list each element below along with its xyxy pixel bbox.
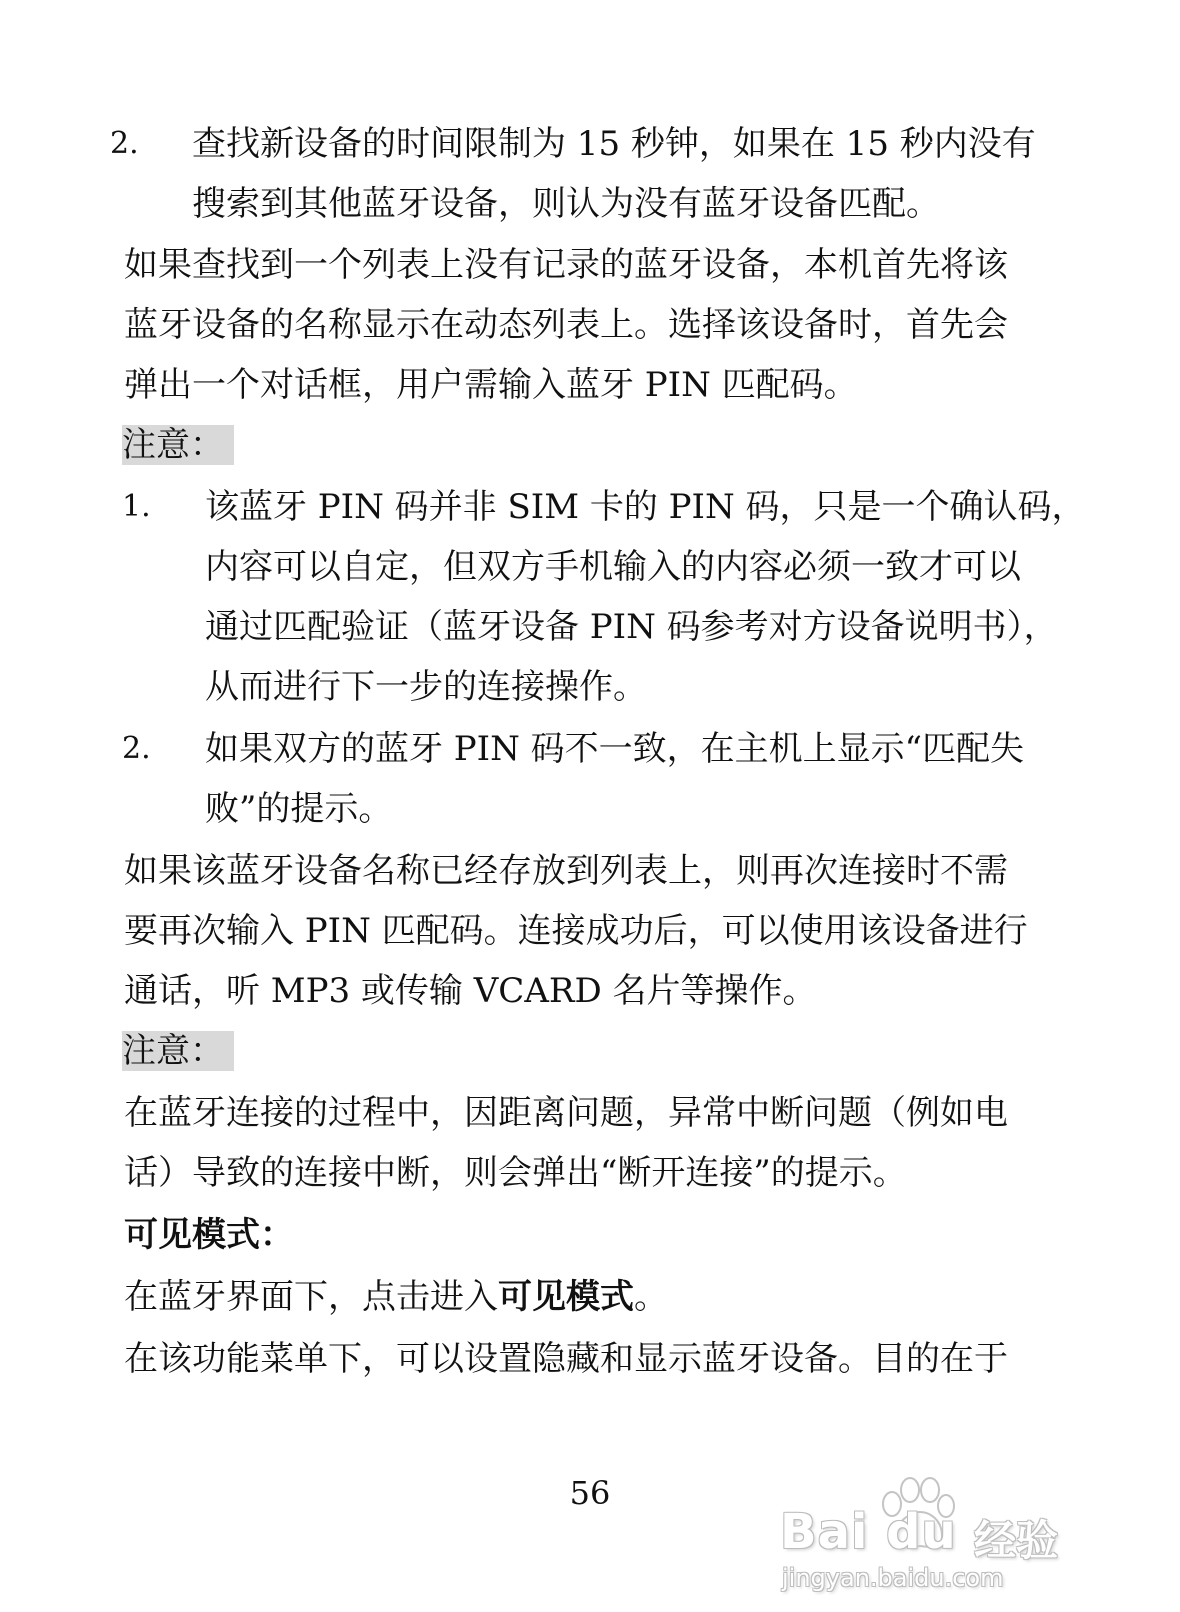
paragraph-line: 通话，听 MP3 或传输 VCARD 名片等操作。	[124, 971, 817, 1011]
list-number: 2.	[110, 126, 139, 161]
note-label	[122, 1031, 234, 1071]
list-item-line: 败”的提示。	[205, 789, 393, 829]
paragraph-line: 在蓝牙连接的过程中，因距离问题，异常中断问题（例如电	[124, 1093, 1008, 1133]
section-heading: 可见模式：	[124, 1215, 294, 1255]
text-prefix: 在蓝牙界面下，点击进入	[124, 1277, 498, 1317]
list-item-line: 内容可以自定，但双方手机输入的内容必须一致才可以	[205, 547, 1021, 587]
list-item-line: 如果双方的蓝牙 PIN 码不一致，在主机上显示“匹配失	[205, 729, 1025, 769]
text-bold: 可见模式	[498, 1277, 634, 1317]
paragraph-line: 在该功能菜单下，可以设置隐藏和显示蓝牙设备。目的在于	[124, 1339, 1008, 1379]
watermark-brand: Bai du	[780, 1504, 957, 1560]
watermark-suffix: 经验	[974, 1516, 1059, 1565]
paragraph-line: 要再次输入 PIN 匹配码。连接成功后，可以使用该设备进行	[124, 911, 1028, 951]
page-number: 56	[569, 1474, 611, 1512]
paragraph-line: 话）导致的连接中断，则会弹出“断开连接”的提示。	[124, 1153, 907, 1193]
paragraph-line: 蓝牙设备的名称显示在动态列表上。选择该设备时，首先会	[124, 305, 1008, 345]
note-label-text: 注意：	[122, 1031, 234, 1071]
note-label	[122, 425, 234, 465]
paragraph-line: 如果查找到一个列表上没有记录的蓝牙设备，本机首先将该	[124, 245, 1008, 285]
note-label-text: 注意：	[122, 425, 234, 465]
paragraph-line: 如果该蓝牙设备名称已经存放到列表上，则再次连接时不需	[124, 851, 1008, 891]
list-item-line: 该蓝牙 PIN 码并非 SIM 卡的 PIN 码，只是一个确认码，	[205, 487, 1086, 527]
list-number: 1.	[122, 489, 151, 524]
list-number: 2.	[122, 731, 151, 766]
paragraph-line	[124, 1277, 668, 1317]
list-item-line: 通过匹配验证（蓝牙设备 PIN 码参考对方设备说明书），	[205, 607, 1058, 647]
text-suffix: 。	[634, 1277, 668, 1317]
paragraph-line: 弹出一个对话框，用户需输入蓝牙 PIN 匹配码。	[124, 365, 858, 405]
watermark-url: jingyan.baidu.com	[782, 1564, 1004, 1592]
watermark	[760, 1480, 1120, 1600]
list-item-line: 查找新设备的时间限制为 15 秒钟，如果在 15 秒内没有	[192, 124, 1036, 164]
list-item-line: 从而进行下一步的连接操作。	[205, 667, 647, 707]
list-item-line: 搜索到其他蓝牙设备，则认为没有蓝牙设备匹配。	[192, 184, 940, 224]
